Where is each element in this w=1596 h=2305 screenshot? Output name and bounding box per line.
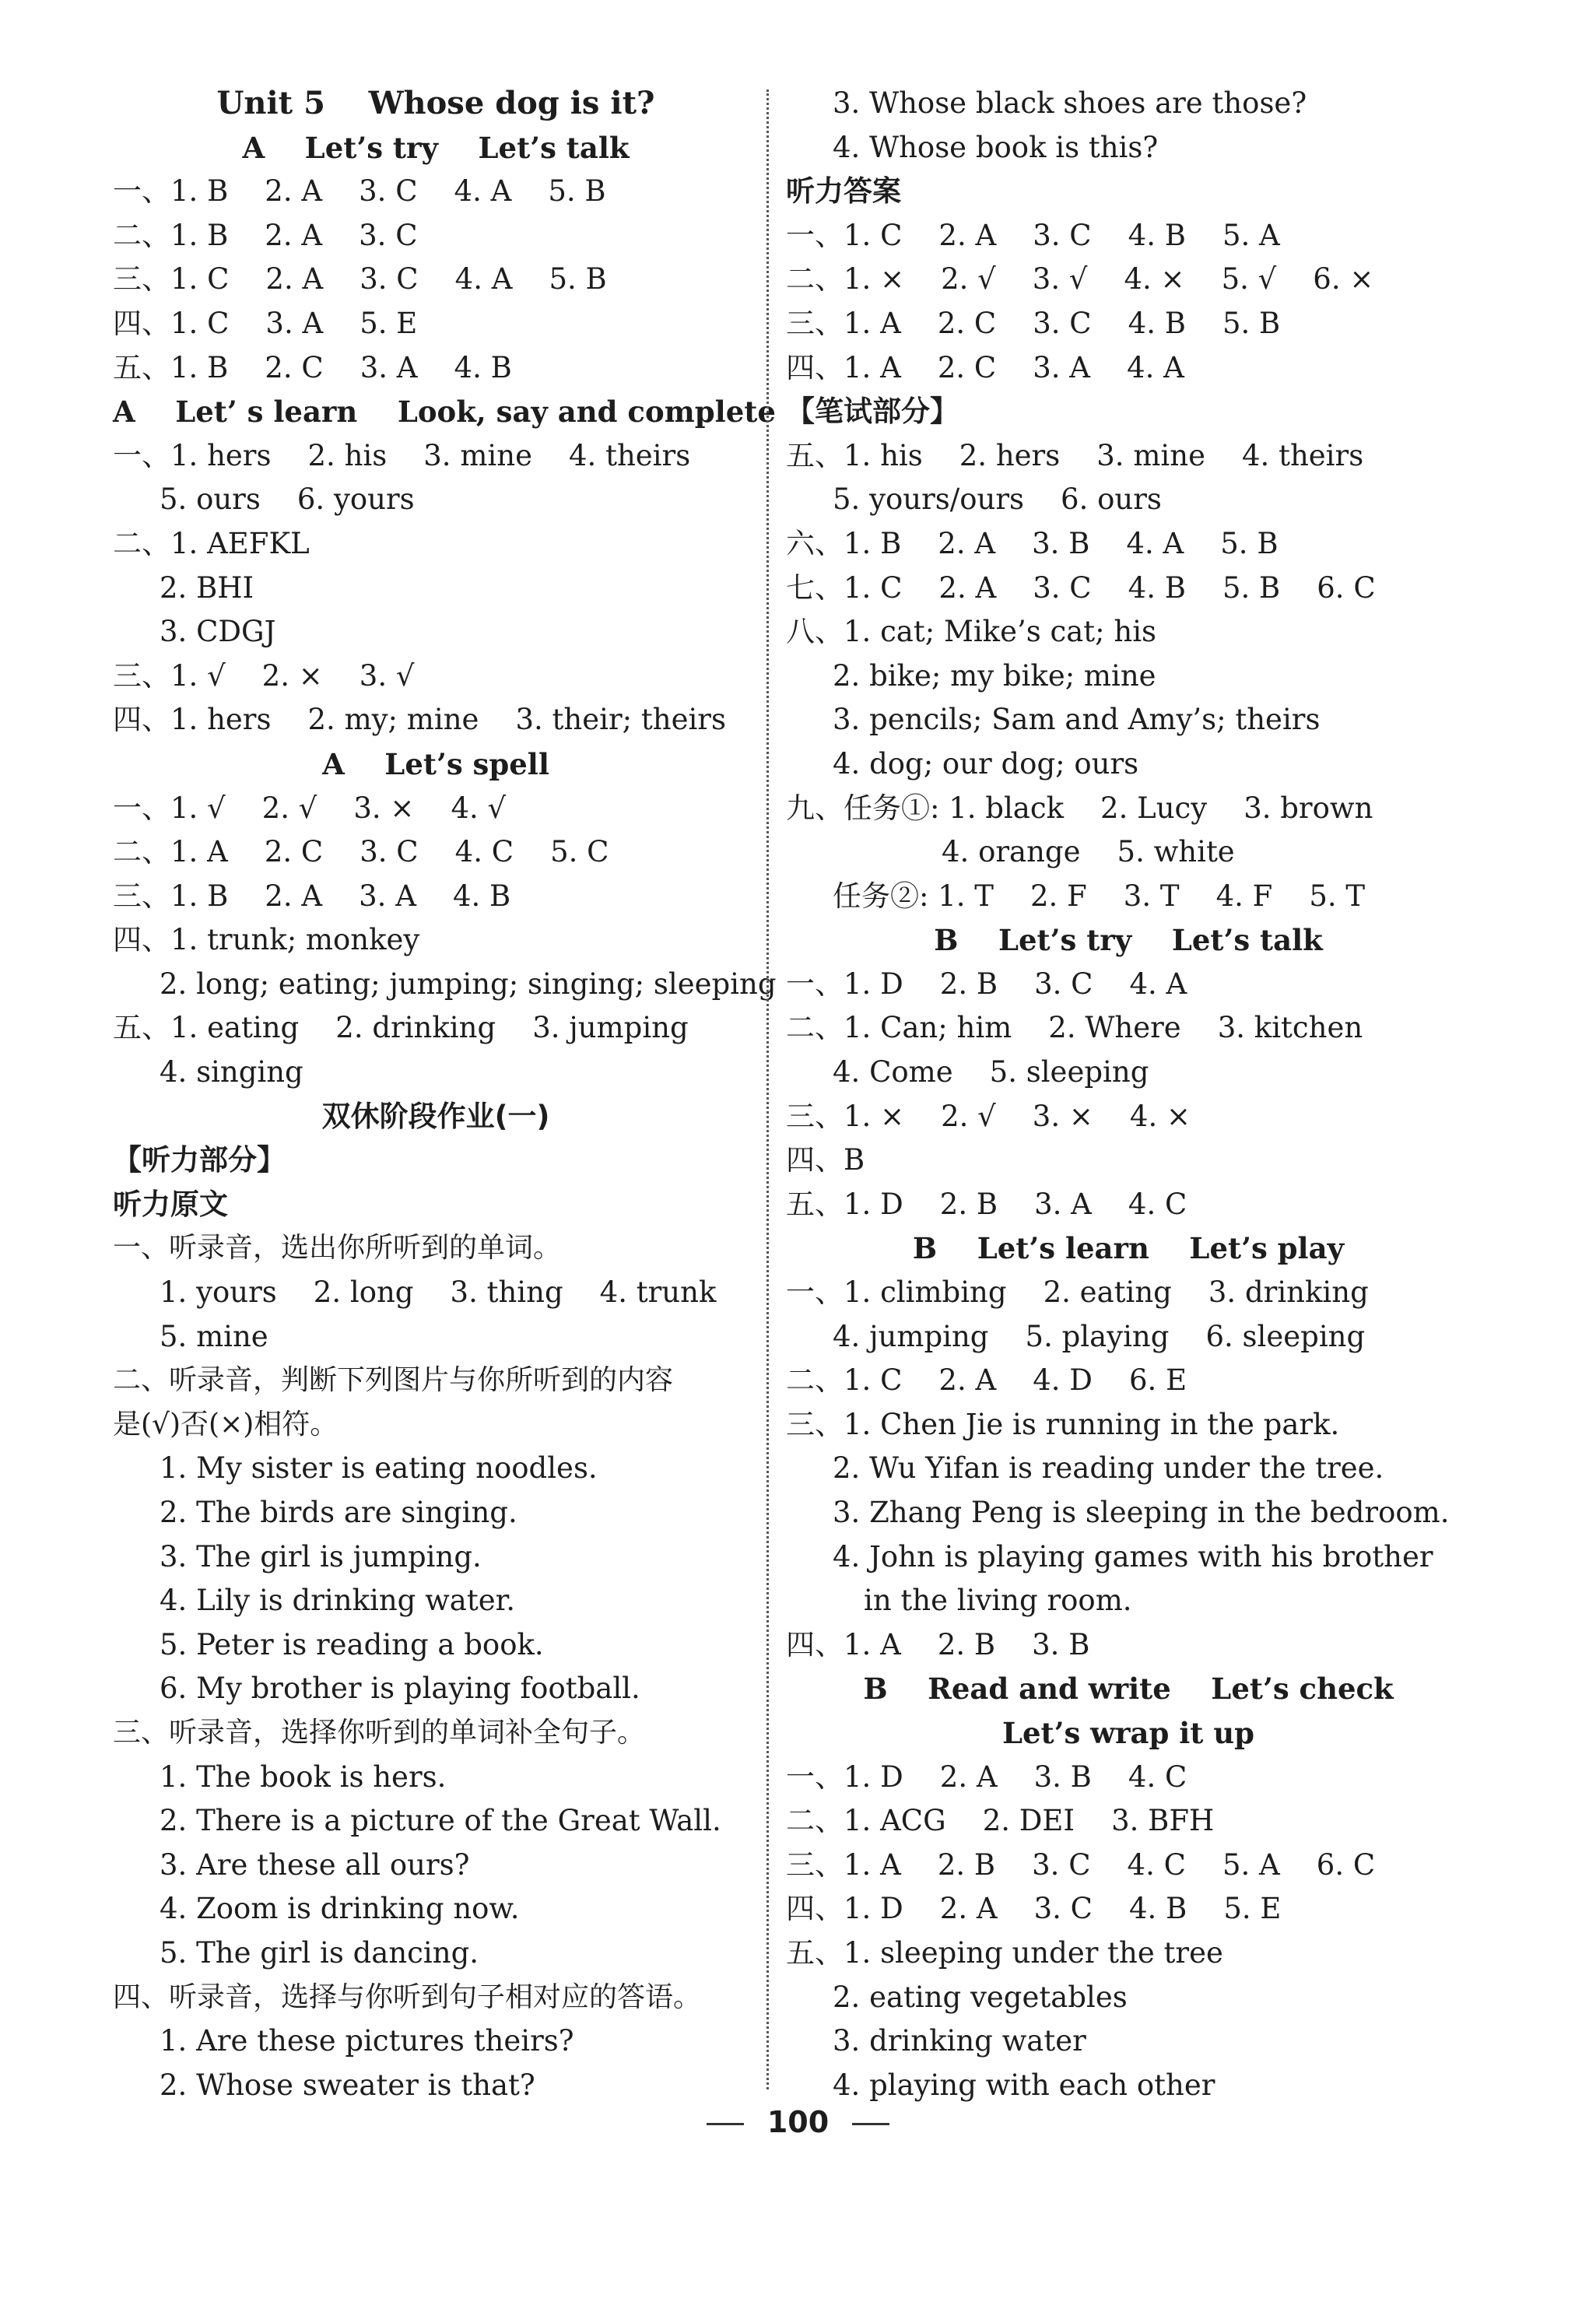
page-footer xyxy=(0,2105,1596,2139)
answer-line: 四、1. C 3. A 5. E xyxy=(113,306,418,340)
answer-line: 2. Whose sweater is that? xyxy=(160,2068,535,2102)
answer-line: 六、1. B 2. A 3. B 4. A 5. B xyxy=(786,526,1279,560)
answer-line: 4. Lily is drinking water. xyxy=(160,1584,515,1618)
question-instruction: 一、听录音，选出你所听到的单词。 xyxy=(113,1232,562,1265)
answer-line: 3. pencils; Sam and Amy’s; theirs xyxy=(833,703,1321,737)
answer-line: 5. mine xyxy=(160,1319,268,1353)
answer-line: 五、1. B 2. C 3. A 4. B xyxy=(113,350,512,384)
answer-line: in the living room. xyxy=(864,1584,1132,1618)
answer-line: 二、1. C 2. A 4. D 6. E xyxy=(786,1363,1187,1398)
answer-line: 2. The birds are singing. xyxy=(160,1496,517,1529)
answer-line: 二、1. A 2. C 3. C 4. C 5. C xyxy=(113,835,609,869)
question-instruction: 是(√)否(×)相符。 xyxy=(113,1408,338,1440)
answer-line: 3. The girl is jumping. xyxy=(160,1539,482,1574)
answer-line: 4. Zoom is drinking now. xyxy=(160,1892,520,1926)
unit-title: Unit 5 Whose dog is it? xyxy=(216,85,655,121)
answer-line: 4. Whose book is this? xyxy=(833,130,1159,164)
answer-line: 四、1. hers 2. my; mine 3. their; theirs xyxy=(113,703,726,737)
section-label: 双休阶段作业(一) xyxy=(321,1099,550,1133)
answer-line: 八、1. cat; Mike’s cat; his xyxy=(786,615,1157,649)
answer-line: 七、1. C 2. A 3. C 4. B 5. B 6. C xyxy=(786,570,1376,605)
question-instruction: 四、听录音，选择与你听到句子相对应的答语。 xyxy=(113,1980,702,2013)
answer-line: 5. yours/ours 6. ours xyxy=(833,482,1162,517)
footer-dash-left xyxy=(707,2123,744,2125)
answer-line: 三、1. A 2. B 3. C 4. C 5. A 6. C xyxy=(786,1847,1376,1882)
right-column xyxy=(786,82,1471,2107)
section-heading: A Let’s spell xyxy=(322,746,549,781)
answer-line: 6. My brother is playing football. xyxy=(160,1672,640,1706)
answer-line: 四、1. A 2. B 3. B xyxy=(786,1627,1090,1661)
answer-line: 五、1. sleeping under the tree xyxy=(786,1935,1223,1970)
section-label: 【听力部分】 xyxy=(113,1143,286,1177)
answer-line: 5. ours 6. yours xyxy=(160,482,415,517)
section-heading: B Let’s try Let’s talk xyxy=(934,923,1323,958)
answer-line: 四、1. D 2. A 3. C 4. B 5. E xyxy=(786,1892,1282,1926)
answer-line: 四、B xyxy=(786,1143,865,1177)
answer-line: 5. Peter is reading a book. xyxy=(160,1627,544,1661)
answer-line: 一、1. D 2. A 3. B 4. C xyxy=(786,1759,1187,1794)
answer-line: 1. yours 2. long 3. thing 4. trunk xyxy=(160,1275,717,1310)
left-column xyxy=(113,82,777,2107)
answer-line: 三、1. × 2. √ 3. × 4. × xyxy=(786,1099,1191,1133)
answer-line: 二、1. Can; him 2. Where 3. kitchen xyxy=(786,1011,1363,1045)
answer-line: 任务②: 1. T 2. F 3. T 4. F 5. T xyxy=(833,879,1366,913)
answer-line: 一、1. hers 2. his 3. mine 4. theirs xyxy=(113,438,691,472)
answer-line: 3. Are these all ours? xyxy=(160,1847,470,1882)
answer-line: 三、1. C 2. A 3. C 4. A 5. B xyxy=(113,262,607,296)
section-heading: B Let’s learn Let’s play xyxy=(912,1231,1345,1266)
answer-line: 二、1. AEFKL xyxy=(113,526,310,560)
answer-line: 三、1. √ 2. × 3. √ xyxy=(113,658,415,693)
answer-line: 二、1. ACG 2. DEI 3. BFH xyxy=(786,1804,1215,1838)
answer-line: 一、1. climbing 2. eating 3. drinking xyxy=(786,1275,1369,1310)
answer-line: 一、1. D 2. B 3. C 4. A xyxy=(786,967,1187,1001)
answer-line: 四、1. trunk; monkey xyxy=(113,923,420,957)
answer-line: 五、1. D 2. B 3. A 4. C xyxy=(786,1187,1187,1221)
answer-line: 一、1. C 2. A 3. C 4. B 5. A xyxy=(786,218,1280,252)
answer-line: 3. CDGJ xyxy=(160,615,276,649)
question-instruction: 二、听录音，判断下列图片与你所听到的内容 xyxy=(113,1364,674,1397)
answer-line: 三、1. A 2. C 3. C 4. B 5. B xyxy=(786,306,1281,340)
section-label: 听力答案 xyxy=(786,174,901,209)
answer-line: 一、1. √ 2. √ 3. × 4. √ xyxy=(113,791,507,825)
answer-line: 二、1. B 2. A 3. C xyxy=(113,218,418,252)
section-heading: A Let’ s learn Look, say and complete xyxy=(113,395,776,430)
answer-line: 3. drinking water xyxy=(833,2024,1086,2058)
answer-line: 一、1. B 2. A 3. C 4. A 5. B xyxy=(113,174,606,209)
answer-line: 1. Are these pictures theirs? xyxy=(160,2024,574,2058)
answer-line: 4. orange 5. white xyxy=(942,835,1235,869)
answer-line: 4. singing xyxy=(160,1055,303,1089)
answer-line: 4. jumping 5. playing 6. sleeping xyxy=(833,1319,1366,1353)
answer-line: 二、1. × 2. √ 3. √ 4. × 5. √ 6. × xyxy=(786,262,1374,296)
answer-line: 五、1. eating 2. drinking 3. jumping xyxy=(113,1011,689,1045)
answer-line: 4. Come 5. sleeping xyxy=(833,1055,1149,1089)
answer-line: 2. BHI xyxy=(160,570,254,605)
answer-line: 2. Wu Yifan is reading under the tree. xyxy=(833,1451,1384,1486)
question-instruction: 三、听录音，选择你听到的单词补全句子。 xyxy=(113,1716,646,1749)
answer-line: 5. The girl is dancing. xyxy=(160,1935,479,1970)
answer-line: 2. long; eating; jumping; singing; sleeping xyxy=(160,967,777,1001)
answer-line: 五、1. his 2. hers 3. mine 4. theirs xyxy=(786,438,1364,472)
footer-dash-right xyxy=(852,2123,889,2125)
answer-line: 4. John is playing games with his brother xyxy=(833,1539,1433,1574)
answer-line: 四、1. A 2. C 3. A 4. A xyxy=(786,350,1184,384)
answer-line: 3. Whose black shoes are those? xyxy=(833,86,1307,120)
answer-line: 三、1. B 2. A 3. A 4. B xyxy=(113,879,511,913)
column-divider xyxy=(766,89,769,2089)
section-label: 【笔试部分】 xyxy=(786,395,959,429)
answer-line: 3. Zhang Peng is sleeping in the bedroom. xyxy=(833,1496,1450,1529)
answer-line: 2. bike; my bike; mine xyxy=(833,658,1156,693)
answer-line: 4. dog; our dog; ours xyxy=(833,746,1139,781)
answer-line: 1. The book is hers. xyxy=(160,1759,447,1794)
section-label: 听力原文 xyxy=(113,1187,228,1221)
answer-line: 4. playing with each other xyxy=(833,2068,1215,2102)
section-heading: Let’s wrap it up xyxy=(1001,1715,1255,1750)
section-heading: B Read and write Let’s check xyxy=(863,1672,1394,1707)
answer-line: 2. eating vegetables xyxy=(833,1980,1128,2014)
answer-line: 九、任务①: 1. black 2. Lucy 3. brown xyxy=(786,791,1373,825)
answer-line: 三、1. Chen Jie is running in the park. xyxy=(786,1407,1340,1441)
page-number: 100 xyxy=(766,2105,830,2139)
answer-line: 1. My sister is eating noodles. xyxy=(160,1451,598,1486)
answer-line: 2. There is a picture of the Great Wall. xyxy=(160,1804,721,1838)
section-heading: A Let’s try Let’s talk xyxy=(242,130,630,165)
